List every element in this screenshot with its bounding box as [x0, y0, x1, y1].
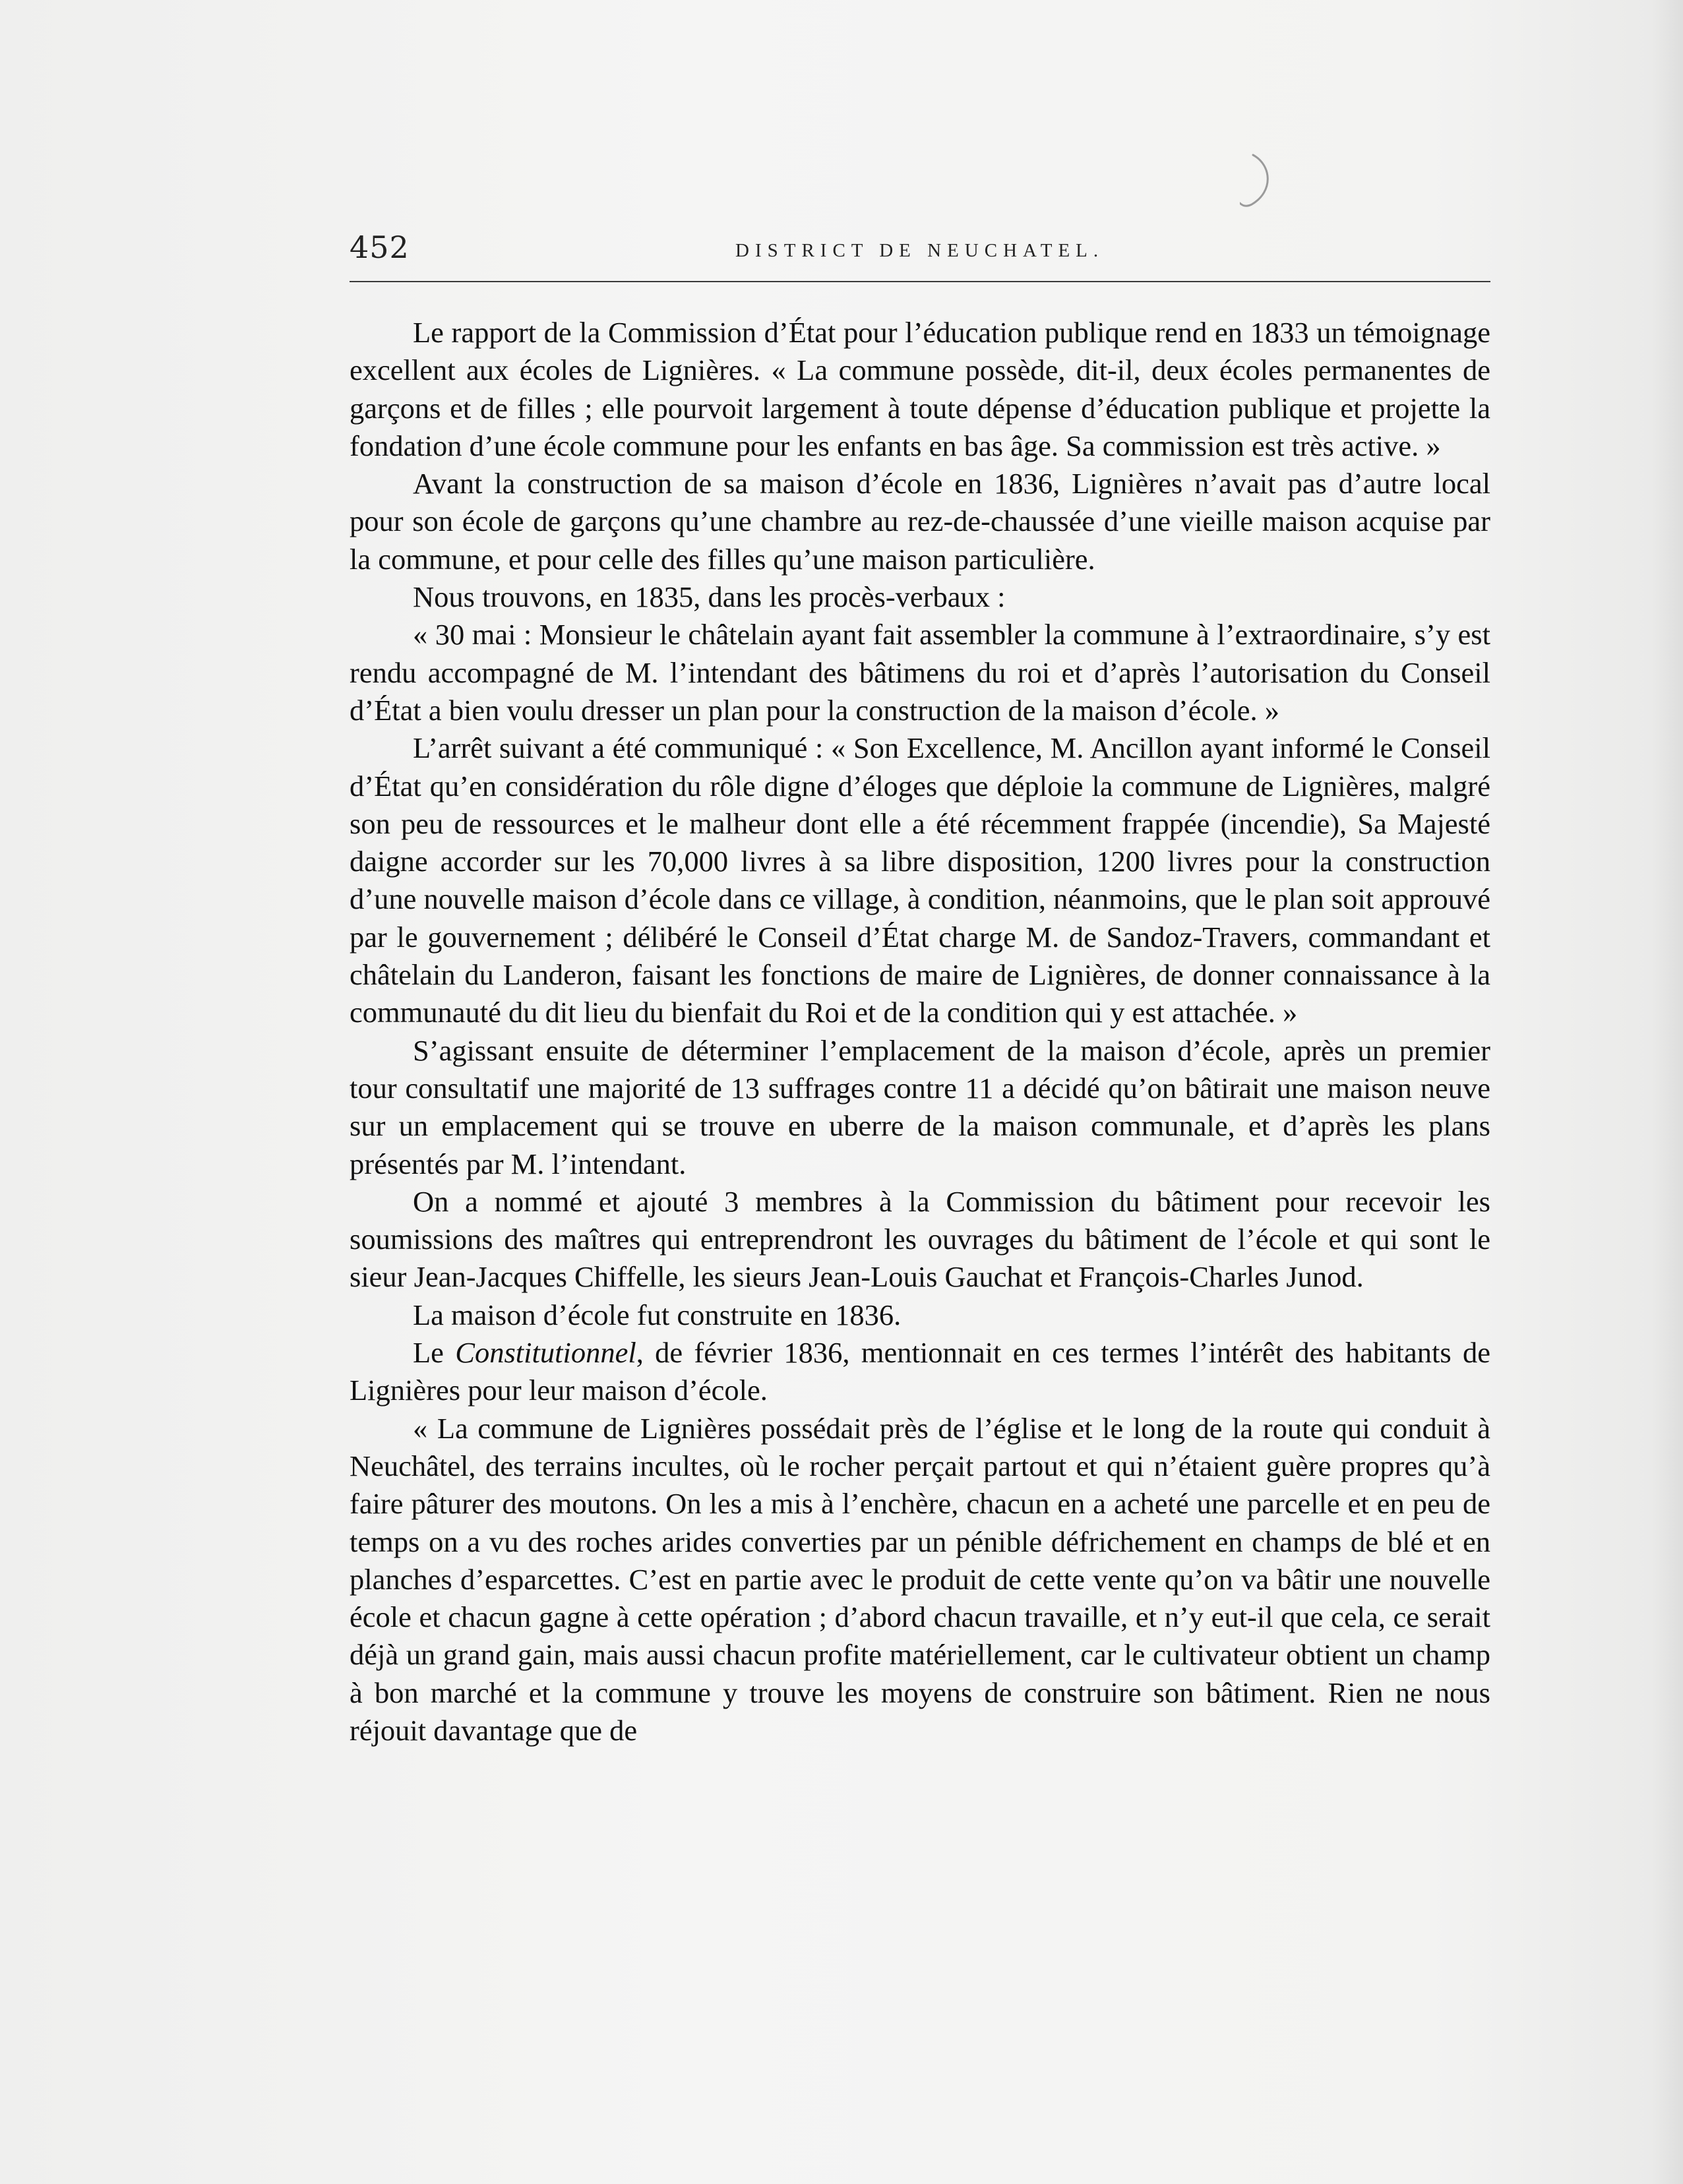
paragraph: Avant la construction de sa maison d’école en 1836, Lignières n’avait pas d’autre local pour son école de garçons qu’une chambre au rez-de-chaussée d’une vieille maison acquise par la commune, et pour celle des filles qu’une maison particulière. — [350, 467, 1490, 576]
paragraph: Nous trouvons, en 1835, dans les procès-verbaux : — [413, 580, 1006, 614]
page-number: 452 — [350, 229, 410, 265]
newspaper-title: Constitutionnel — [455, 1336, 636, 1370]
page-edge-shadow — [1651, 0, 1683, 2184]
paragraph-lead: Le — [413, 1336, 456, 1370]
paragraph: La maison d’école fut construite en 1836. — [413, 1298, 902, 1331]
paragraph-with-italic — [350, 1334, 1490, 1410]
paragraph: Le rapport de la Commission d’État pour l’éducation publique rend en 1833 un témoignage excellent aux écoles de Lignières. « La commune possède, dit-il, deux écoles permanentes de garçons et de filles ; elle pourvoit largement à toute dépense d’éducation publique et projette la fondation d’une école commune pour les enfants en bas âge. Sa commission est très active. » — [350, 316, 1490, 462]
paragraph: L’arrêt suivant a été communiqué : « Son Excellence, M. Ancillon ayant informé le Conseil d’État qu’en considération du rôle digne d’éloges que déploie la commune de Lignières, malgré son peu de ressources et le malheur dont elle a été récemment frappée (incendie), Sa Majesté daigne accorder sur les 70,000 livres à sa libre disposition, 1200 livres pour la construction d’une nouvelle maison d’école dans ce village, à condition, néanmoins, que le plan soit approuvé par le gouvernement ; délibéré le Conseil d’État charge M. de Sandoz-Travers, commandant et châtelain du Landeron, faisant les fonctions de maire de Lignières, de donner connaissance à la communauté du dit lieu du bienfait du Roi et de la condition qui y est attachée. » — [350, 731, 1490, 1029]
paragraph: « La commune de Lignières possédait près de l’église et le long de la route qui conduit à Neuchâtel, des terrains incultes, où le rocher perçait partout et qui n’étaient guère propres qu’à faire pâturer des moutons. On les a mis à l’enchère, chacun en a acheté une parcelle et en peu de temps on a vu des roches arides converties par un pénible défrichement en champs de blé et en planches d’esparcettes. C’est en partie avec le produit de cette vente qu’on va bâtir une nouvelle école et chacun gagne à cette opération ; d’abord chacun travaille, et n’y eut-il que cela, ce serait déjà un grand gain, mais aussi chacun profite matériellement, car le cultivateur obtient un champ à bon marché et la commune y trouve les moyens de construire son bâtiment. Rien ne nous réjouit davantage que de — [350, 1411, 1490, 1747]
running-head: DISTRICT DE NEUCHATEL. — [735, 240, 1105, 261]
header-rule — [350, 281, 1490, 282]
paragraph: On a nommé et ajouté 3 membres à la Commission du bâtiment pour recevoir les soumissions des maîtres qui entreprendront les ouvrages du bâtiment de l’école et qui sont le sieur Jean-Jacques Chiffelle, les sieurs Jean-Louis Gauchat et François-Charles Junod. — [350, 1184, 1490, 1294]
body-text — [350, 314, 1490, 1749]
paragraph-rest: , de février 1836, mentionnait en ces termes l’intérêt des habitants de Lignières pour leur maison d’école. — [350, 1336, 1490, 1407]
pencil-mark — [1240, 152, 1279, 211]
page-header — [350, 224, 1490, 277]
paragraph: S’agissant ensuite de déterminer l’emplacement de la maison d’école, après un premier tour consultatif une majorité de 13 suffrages contre 11 a décidé qu’on bâtirait une maison neuve sur un emplacement qui se trouve en uberre de la maison communale, et d’après les plans présentés par M. l’intendant. — [350, 1033, 1490, 1180]
paragraph: « 30 mai : Monsieur le châtelain ayant fait assembler la commune à l’extraordinaire, s’y est rendu accompagné de M. l’intendant des bâtimens du roi et d’après l’autorisation du Conseil d’État a bien voulu dresser un plan pour la construction de la maison d’école. » — [350, 618, 1490, 727]
